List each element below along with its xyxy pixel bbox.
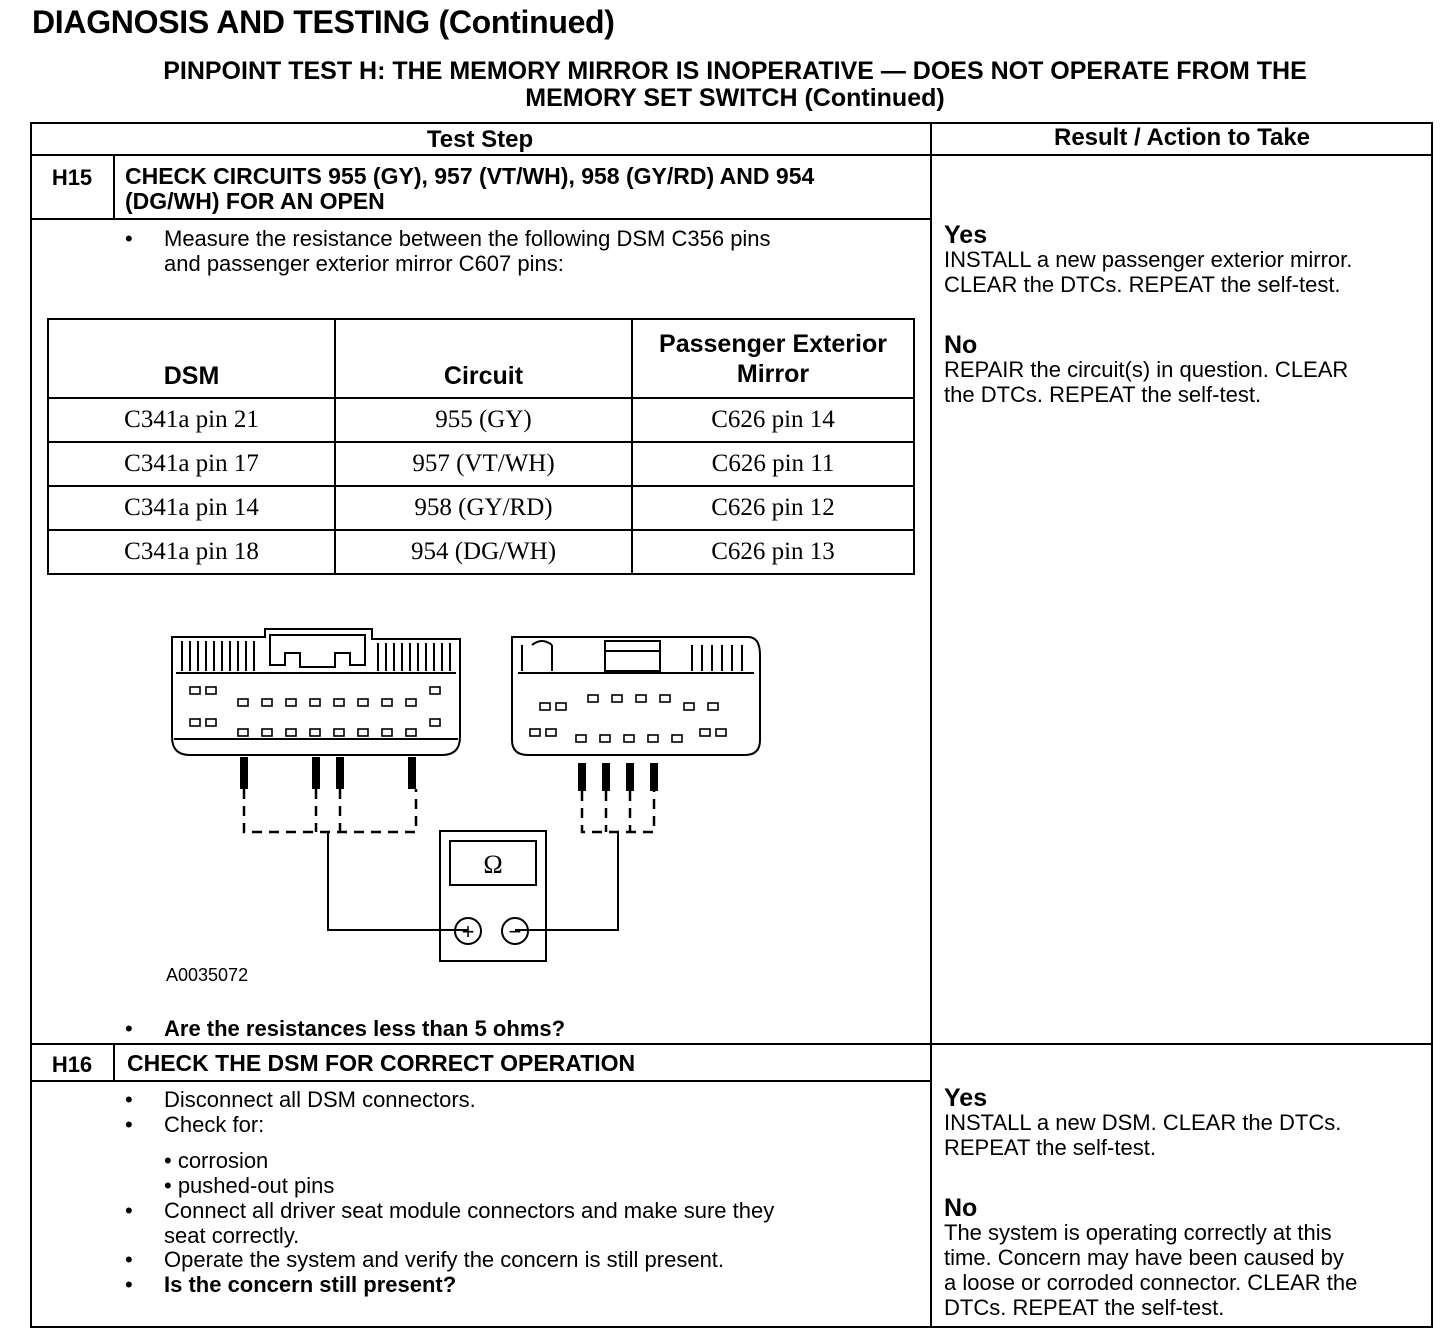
h15-instruction-line2: and passenger exterior mirror C607 pins: bbox=[164, 251, 564, 276]
h15-yes-label: Yes bbox=[944, 221, 988, 249]
table-row bbox=[48, 486, 914, 530]
connector-measurement-diagram bbox=[160, 625, 780, 970]
column-divider bbox=[930, 122, 932, 1328]
h16-top-divider bbox=[30, 1043, 1433, 1045]
table-header-mirror bbox=[632, 319, 914, 398]
h16-step3-line1: Connect all driver seat module connectors and make sure they bbox=[164, 1198, 775, 1223]
h15-title-line2: (DG/WH) FOR AN OPEN bbox=[125, 188, 385, 214]
h16-step3-line2: seat correctly. bbox=[164, 1223, 300, 1248]
h16-question: Is the concern still present? bbox=[164, 1272, 457, 1297]
figure-id: A0035072 bbox=[166, 965, 249, 985]
cell-dsm-pin: C341a pin 14 bbox=[48, 486, 335, 530]
cell-circuit: 958 (GY/RD) bbox=[335, 486, 632, 530]
h16-no-line1: The system is operating correctly at this bbox=[944, 1220, 1332, 1245]
h16-check-pushed-out: • pushed-out pins bbox=[164, 1173, 335, 1198]
step-id-h15: H15 bbox=[51, 165, 93, 190]
table-row bbox=[48, 530, 914, 574]
table-header-row bbox=[48, 319, 914, 398]
table-row bbox=[48, 398, 914, 442]
cell-mirror-pin: C626 pin 11 bbox=[632, 442, 914, 486]
table-header-mirror-line2: Mirror bbox=[736, 359, 810, 388]
bullet: • bbox=[125, 1198, 133, 1223]
table-header-mirror-line1: Passenger Exterior bbox=[659, 329, 887, 358]
cell-circuit: 955 (GY) bbox=[335, 398, 632, 442]
h15-no-label: No bbox=[944, 331, 978, 359]
h16-yes-label: Yes bbox=[944, 1084, 988, 1112]
h16-step4: Operate the system and verify the concern is still present. bbox=[164, 1247, 725, 1272]
bullet: • bbox=[125, 226, 133, 251]
h16-check-corrosion: • corrosion bbox=[164, 1148, 269, 1173]
table-header-circuit: Circuit bbox=[335, 319, 632, 398]
column-header-result: Result / Action to Take bbox=[1053, 124, 1311, 151]
pinpoint-title-line2: MEMORY SET SWITCH (Continued) bbox=[525, 84, 945, 112]
bullet: • bbox=[125, 1247, 133, 1272]
h16-no-line4: DTCs. REPEAT the self-test. bbox=[944, 1295, 1225, 1320]
h16-no-line2: time. Concern may have been caused by bbox=[944, 1245, 1344, 1270]
cell-circuit: 954 (DG/WH) bbox=[335, 530, 632, 574]
bullet: • bbox=[125, 1112, 133, 1137]
bullet: • bbox=[125, 1016, 133, 1041]
meter-plus-terminal: + bbox=[461, 919, 475, 944]
step-id-h16: H16 bbox=[51, 1052, 93, 1077]
h16-step1: Disconnect all DSM connectors. bbox=[164, 1087, 476, 1112]
cell-dsm-pin: C341a pin 18 bbox=[48, 530, 335, 574]
h16-yes-line1: INSTALL a new DSM. CLEAR the DTCs. bbox=[944, 1110, 1342, 1135]
cell-circuit: 957 (VT/WH) bbox=[335, 442, 632, 486]
column-header-divider bbox=[30, 154, 1433, 156]
table-header-dsm: DSM bbox=[48, 319, 335, 398]
h15-title-divider bbox=[30, 218, 930, 220]
h16-title: CHECK THE DSM FOR CORRECT OPERATION bbox=[127, 1050, 636, 1076]
cell-dsm-pin: C341a pin 17 bbox=[48, 442, 335, 486]
cell-mirror-pin: C626 pin 14 bbox=[632, 398, 914, 442]
column-header-test-step: Test Step bbox=[426, 126, 534, 153]
h16-no-line3: a loose or corroded connector. CLEAR the bbox=[944, 1270, 1358, 1295]
h15-instruction-line1: Measure the resistance between the following DSM C356 pins bbox=[164, 226, 771, 251]
h15-title-line1: CHECK CIRCUITS 955 (GY), 957 (VT/WH), 958 (GY/RD) AND 954 bbox=[125, 163, 815, 189]
h16-title-divider bbox=[30, 1080, 930, 1082]
cell-mirror-pin: C626 pin 13 bbox=[632, 530, 914, 574]
bullet: • bbox=[125, 1087, 133, 1112]
pinpoint-title-line1: PINPOINT TEST H: THE MEMORY MIRROR IS INOPERATIVE — DOES NOT OPERATE FROM THE bbox=[163, 57, 1307, 85]
h15-question: Are the resistances less than 5 ohms? bbox=[164, 1016, 566, 1041]
table-row bbox=[48, 442, 914, 486]
h16-id-divider bbox=[113, 1043, 115, 1081]
h15-no-line2: the DTCs. REPEAT the self-test. bbox=[944, 382, 1262, 407]
meter-minus-terminal: − bbox=[508, 919, 522, 944]
page-title: DIAGNOSIS AND TESTING (Continued) bbox=[32, 4, 615, 40]
cell-dsm-pin: C341a pin 21 bbox=[48, 398, 335, 442]
h16-step2: Check for: bbox=[164, 1112, 265, 1137]
h15-yes-line2: CLEAR the DTCs. REPEAT the self-test. bbox=[944, 272, 1341, 297]
h16-no-label: No bbox=[944, 1194, 978, 1222]
h16-yes-line2: REPEAT the self-test. bbox=[944, 1135, 1156, 1160]
bullet: • bbox=[125, 1272, 133, 1297]
cell-mirror-pin: C626 pin 12 bbox=[632, 486, 914, 530]
pin-resistance-table bbox=[47, 318, 915, 575]
h15-id-divider bbox=[113, 156, 115, 219]
meter-symbol: Ω bbox=[483, 850, 503, 879]
h15-yes-line1: INSTALL a new passenger exterior mirror. bbox=[944, 247, 1353, 272]
h15-no-line1: REPAIR the circuit(s) in question. CLEAR bbox=[944, 357, 1349, 382]
